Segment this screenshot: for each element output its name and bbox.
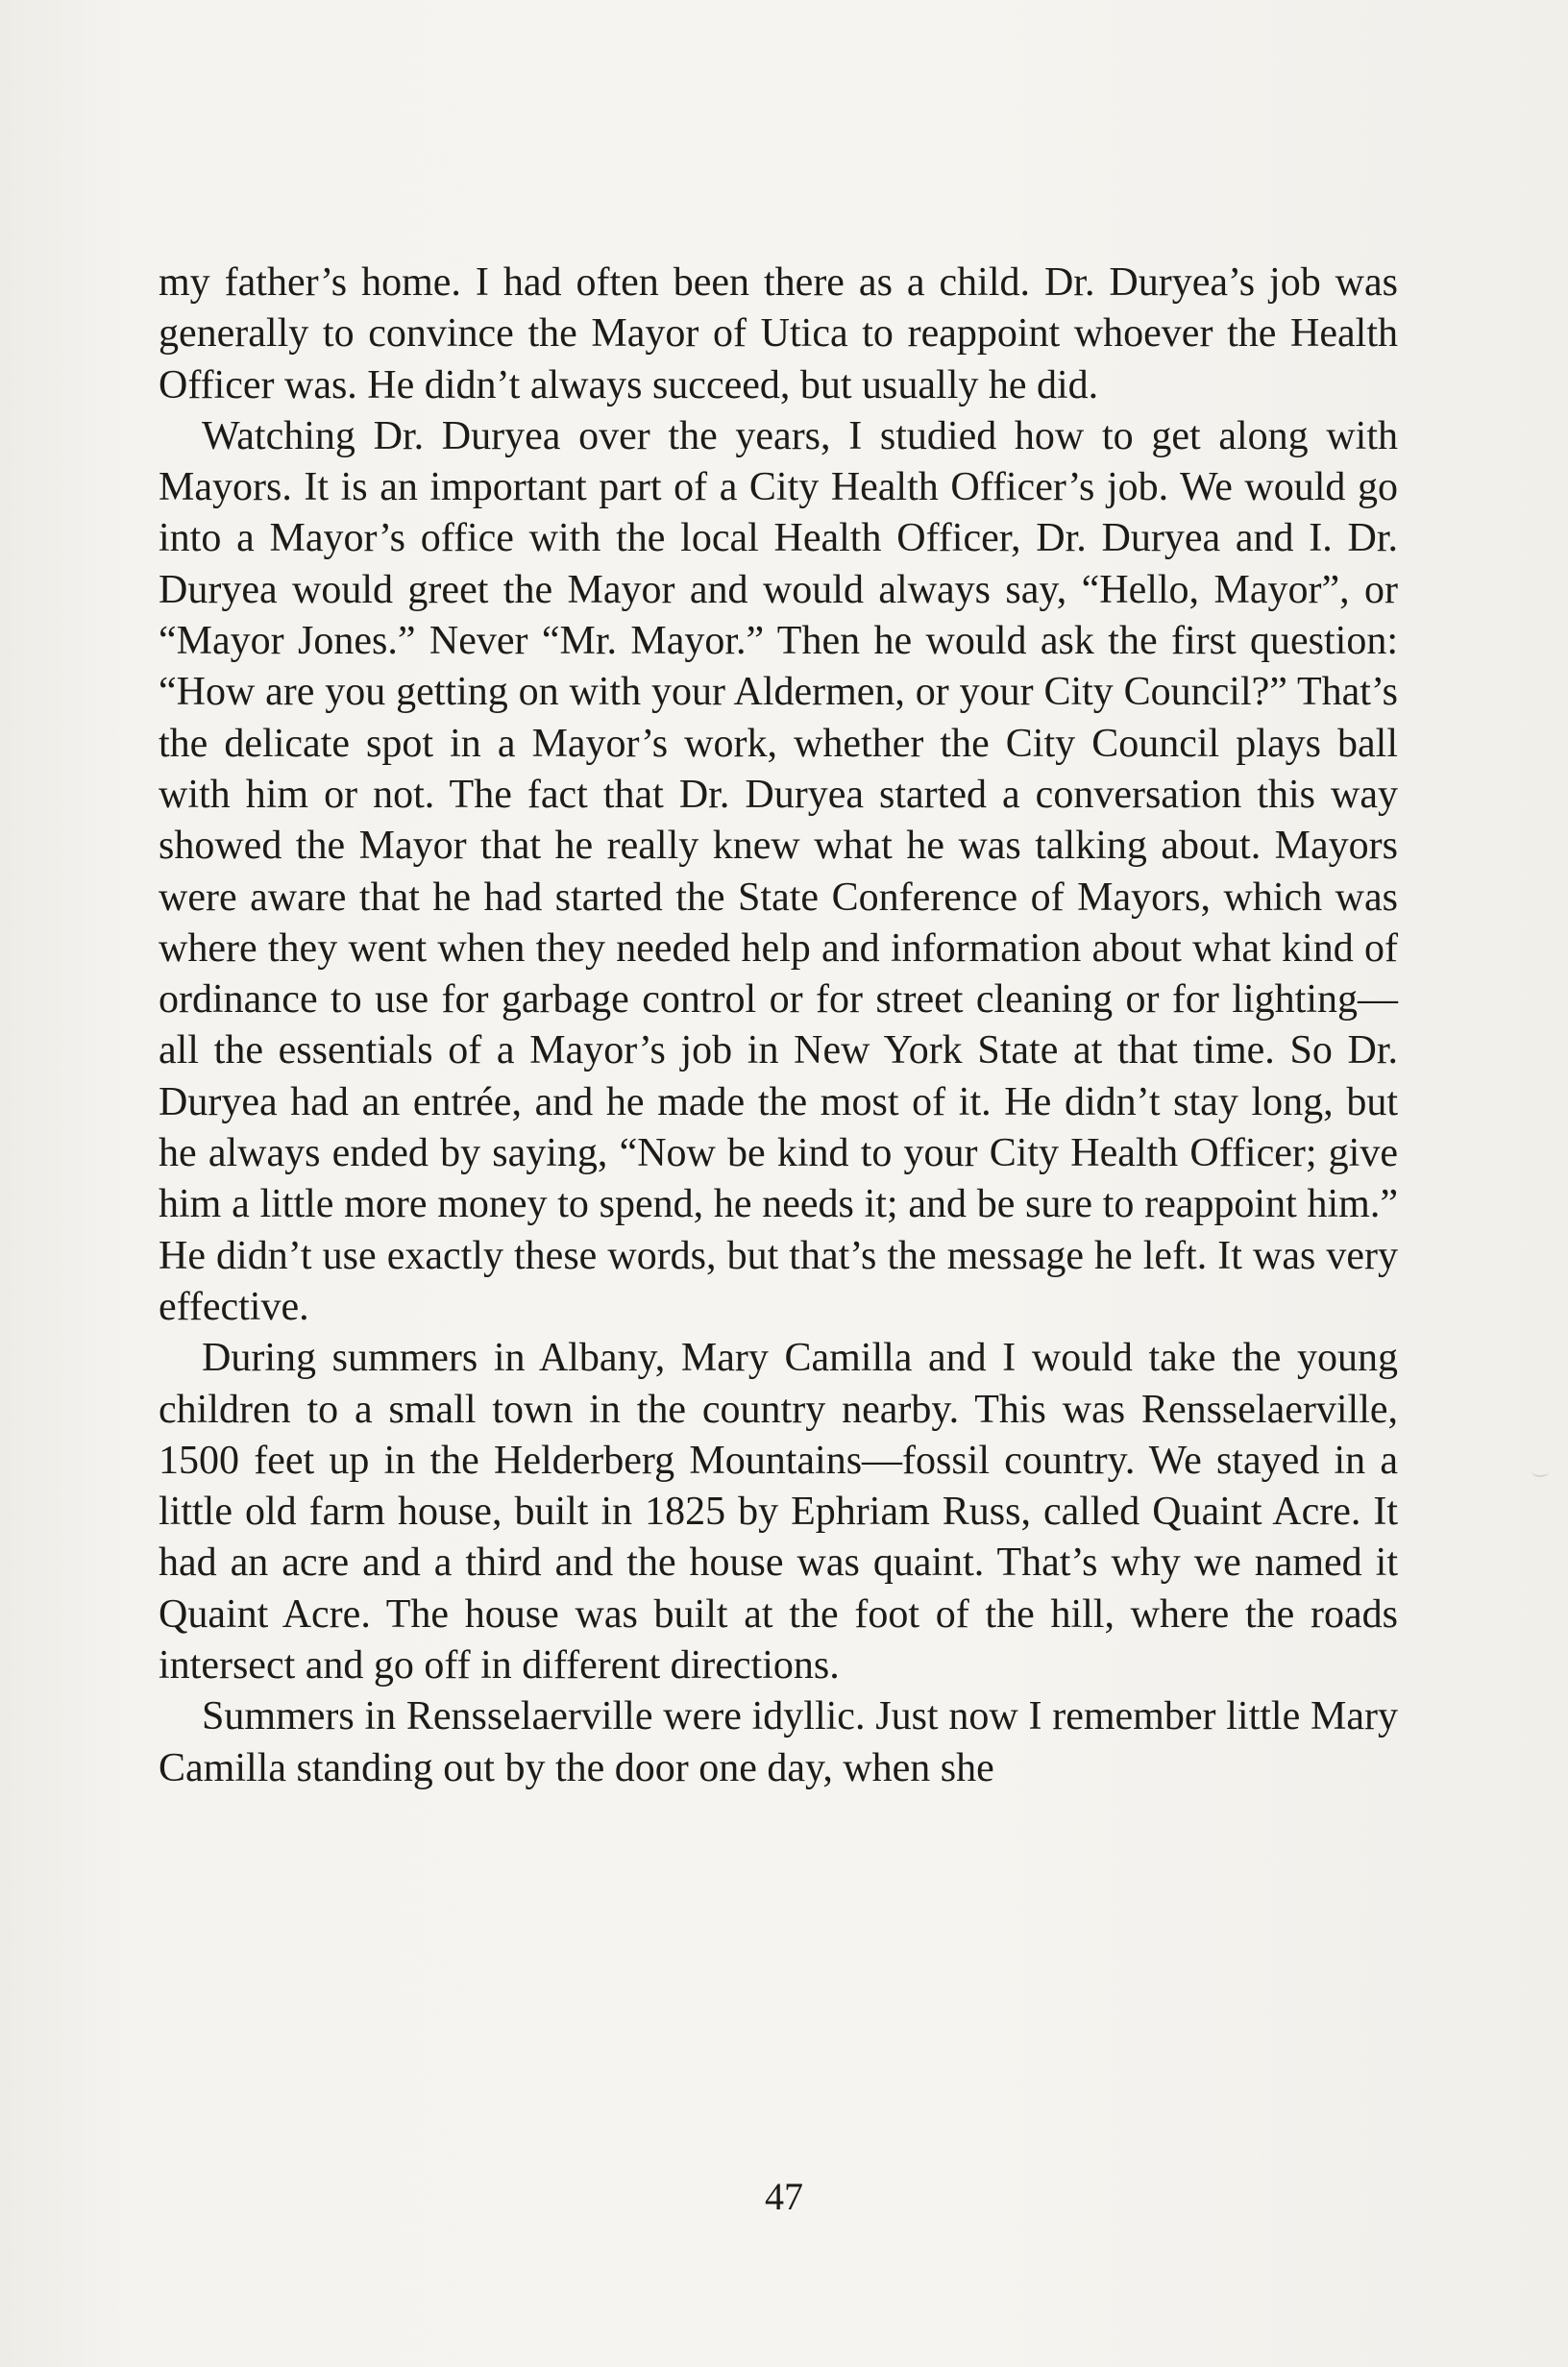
paragraph-summers-in-rensselaerville: Summers in Rensselaerville were idyllic. Just now I remember little Mary Camilla standing out by the door one day, when she (159, 1694, 1398, 1790)
paragraph-continued: my father’s home. I had often been there as a child. Dr. Duryea’s job was generally to convince the Mayor of Utica to reappoint whoever the Health Officer was. He didn’t always succeed, but usually he did. (159, 260, 1398, 407)
paper-mark (1531, 1466, 1549, 1477)
body-text (159, 258, 1398, 1794)
paragraph-summers-in-albany: During summers in Albany, Mary Camilla and I would take the young children to a small town in the country nearby. This was Rensselaerville, 1500 feet up in the Helderberg Mountains—fossil country. We stayed in a little old farm house, built in 1825 by Ephriam Russ, called Quaint Acre. It had an acre and a third and the house was quaint. That’s why we named it Quaint Acre. The house was built at the foot of the hill, where the roads intersect and go off in different directions. (159, 1336, 1398, 1689)
paragraph-watching-dr-duryea: Watching Dr. Duryea over the years, I studied how to get along with Mayors. It is an important part of a City Health Officer’s job. We would go into a Mayor’s office with the local Health Officer, Dr. Duryea and I. Dr. Duryea would greet the Mayor and would always say, “Hello, Mayor”, or “Mayor Jones.” Never “Mr. Mayor.” Then he would ask the first question: “How are you getting on with your Aldermen, or your City Council?” That’s the delicate spot in a Mayor’s work, whether the City Council plays ball with him or not. The fact that Dr. Duryea started a conversation this way showed the Mayor that he really knew what he was talking about. Mayors were aware that he had started the State Conference of Mayors, which was where they went when they needed help and information about what kind of ordinance to use for garbage control or for street cleaning or for lighting—all the essentials of a Mayor’s job in New York State at that time. So Dr. Duryea had an entrée, and he made the most of it. He didn’t stay long, but he always ended by saying, “Now be kind to your City Health Officer; give him a little more money to spend, he needs it; and be sure to reappoint him.” He didn’t use exactly these words, but that’s the message he left. It was very effective. (159, 413, 1398, 1329)
page-number: 47 (765, 2175, 803, 2218)
